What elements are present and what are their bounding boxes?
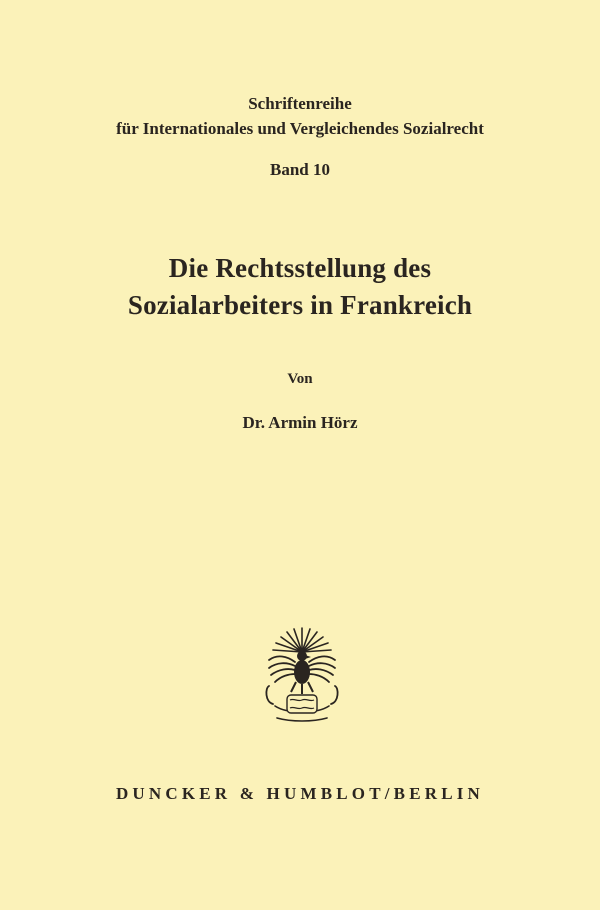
- series-subtitle: für Internationales und Vergleichendes Sozialrecht: [116, 119, 484, 138]
- publisher-imprint: DUNCKER & HUMBLOT/BERLIN: [115, 784, 485, 803]
- by-label: Von: [287, 371, 313, 387]
- volume-number: Band 10: [270, 160, 330, 179]
- book-title-line-2: Sozialarbeiters in Frankreich: [127, 290, 473, 320]
- author-name: Dr. Armin Hörz: [242, 413, 358, 432]
- book-title-line-1: Die Rechtsstellung des: [168, 253, 432, 283]
- phoenix-emblem-icon: [263, 622, 341, 722]
- series-title: Schriftenreihe: [248, 94, 352, 113]
